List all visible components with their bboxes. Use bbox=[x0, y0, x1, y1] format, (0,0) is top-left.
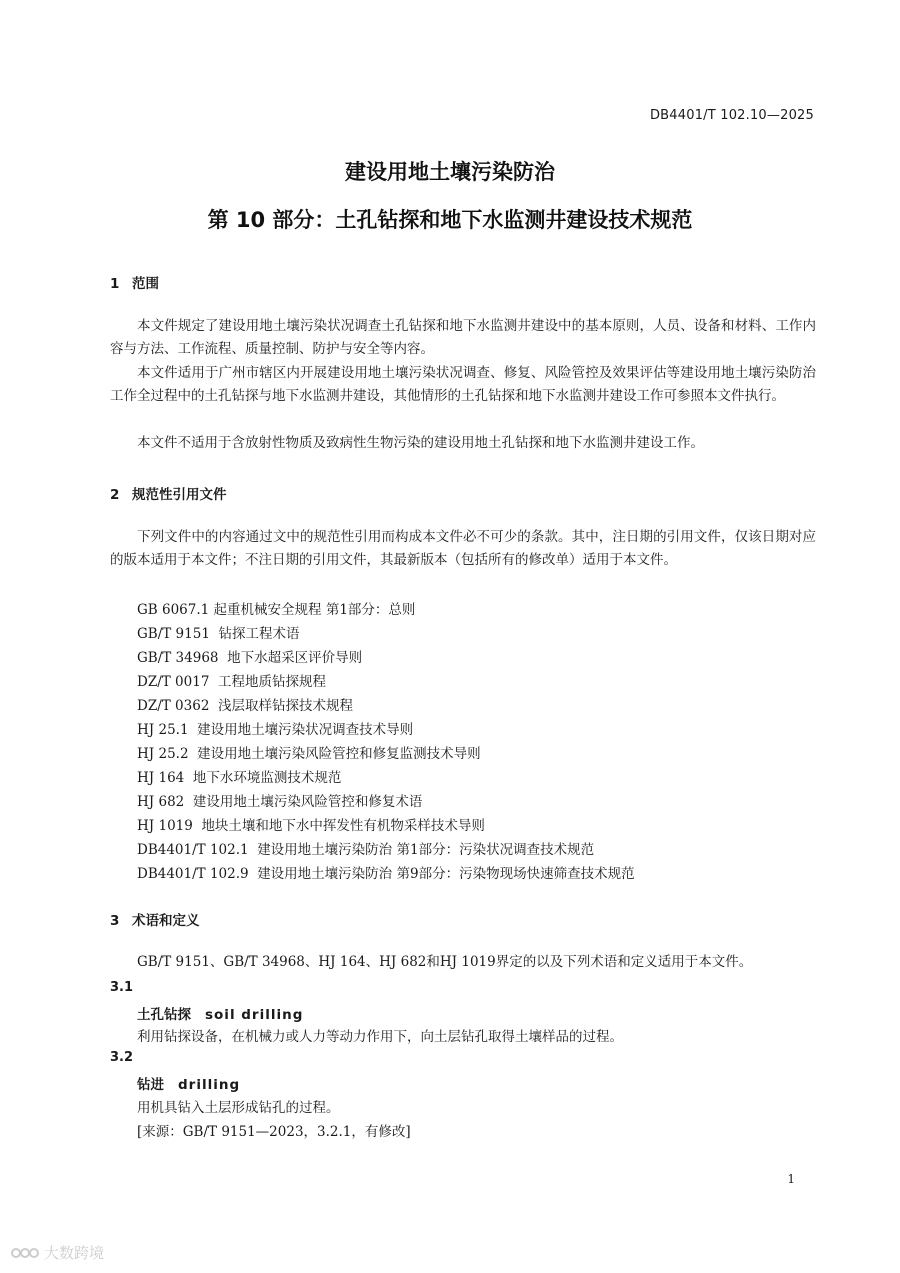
term-en: soil drilling bbox=[205, 1007, 304, 1023]
term-source: [来源：GB/T 9151—2023，3.2.1，有修改] bbox=[137, 1124, 411, 1140]
reference-title: 建设用地土壤污染防治 第1部分：污染状况调查技术规范 bbox=[257, 842, 595, 858]
reference-code: HJ 164 bbox=[137, 770, 185, 786]
section3-heading bbox=[110, 909, 200, 929]
term-en: drilling bbox=[178, 1077, 241, 1093]
reference-code: HJ 25.2 bbox=[137, 746, 189, 762]
page-number: 1 bbox=[787, 1172, 795, 1186]
reference-code: DB4401/T 102.1 bbox=[137, 842, 249, 858]
reference-title: 建设用地土壤污染风险管控和修复监测技术导则 bbox=[197, 746, 481, 762]
reference-title: 地块土壤和地下水中挥发性有机物采样技术导则 bbox=[201, 818, 485, 834]
watermark-logo-icon bbox=[10, 1244, 40, 1262]
title-line1: 建设用地土壤污染防治 bbox=[345, 160, 555, 184]
reference-item bbox=[137, 838, 594, 858]
reference-title: 建设用地土壤污染防治 第9部分：污染物现场快速筛查技术规范 bbox=[257, 866, 635, 882]
reference-code: HJ 1019 bbox=[137, 818, 193, 834]
term-zh: 钻进 bbox=[137, 1077, 164, 1093]
section-title: 术语和定义 bbox=[132, 913, 200, 929]
reference-code: DB4401/T 102.9 bbox=[137, 866, 249, 882]
section-title: 规范性引用文件 bbox=[132, 487, 227, 503]
section-number: 1 bbox=[110, 276, 120, 292]
doc-code: DB4401/T 102.10—2025 bbox=[649, 108, 814, 123]
reference-title: 地下水环境监测技术规范 bbox=[192, 770, 342, 786]
reference-title: 建设用地土壤污染风险管控和修复术语 bbox=[192, 794, 423, 810]
reference-code: GB/T 34968 bbox=[137, 650, 219, 666]
reference-item bbox=[137, 670, 326, 690]
reference-title: 建设用地土壤污染状况调查技术导则 bbox=[197, 722, 414, 738]
reference-item bbox=[137, 646, 362, 666]
section-number: 2 bbox=[110, 487, 120, 503]
reference-code: DZ/T 0017 bbox=[137, 674, 210, 690]
title-line2: 第 10 部分：土孔钻探和地下水监测井建设技术规范 bbox=[207, 208, 693, 232]
section1-heading bbox=[110, 272, 159, 292]
reference-item bbox=[137, 742, 481, 762]
term-heading bbox=[137, 1003, 303, 1023]
reference-code: HJ 682 bbox=[137, 794, 185, 810]
reference-item bbox=[137, 814, 485, 834]
section1-paragraph: 本文件规定了建设用地土壤污染状况调查土孔钻探和地下水监测井建设中的基本原则，人员、设备和材料、工作内容与方法、工作流程、质量控制、防护与安全等内容。 bbox=[110, 318, 816, 357]
section3-intro: GB/T 9151、GB/T 34968、HJ 164、HJ 682和HJ 1019界定的以及下列术语和定义适用于本文件。 bbox=[137, 954, 753, 970]
reference-item bbox=[137, 598, 415, 618]
reference-title: 起重机械安全规程 第1部分：总则 bbox=[213, 602, 416, 618]
section1-paragraph: 本文件不适用于含放射性物质及致病性生物污染的建设用地土孔钻探和地下水监测井建设工作。 bbox=[137, 435, 704, 451]
reference-code: HJ 25.1 bbox=[137, 722, 189, 738]
reference-item bbox=[137, 694, 353, 714]
section2-heading bbox=[110, 483, 227, 503]
reference-item bbox=[137, 766, 341, 786]
section1-paragraph: 本文件适用于广州市辖区内开展建设用地土壤污染状况调查、修复、风险管控及效果评估等建设用地土壤污染防治工作全过程中的土孔钻探与地下水监测井建设，其他情形的土孔钻探和地下水监测井建设工作可参照本文件执行。 bbox=[110, 365, 816, 404]
reference-item bbox=[137, 790, 422, 810]
section2-intro: 下列文件中的内容通过文中的规范性引用而构成本文件必不可少的条款。其中，注日期的引用文件，仅该日期对应的版本适用于本文件；不注日期的引用文件，其最新版本（包括所有的修改单）适用于本文件。 bbox=[110, 529, 816, 568]
reference-code: DZ/T 0362 bbox=[137, 698, 210, 714]
watermark-text: 大数跨境 bbox=[44, 1244, 105, 1262]
reference-code: GB 6067.1 bbox=[137, 602, 210, 618]
term-number: 3.1 bbox=[110, 980, 134, 995]
term-number: 3.2 bbox=[110, 1050, 134, 1065]
watermark bbox=[10, 1242, 104, 1263]
term-zh: 土孔钻探 bbox=[137, 1007, 191, 1023]
section-number: 3 bbox=[110, 913, 120, 929]
reference-item bbox=[137, 862, 635, 882]
term-definition: 利用钻探设备，在机械力或人力等动力作用下，向土层钻孔取得土壤样品的过程。 bbox=[137, 1029, 623, 1045]
reference-title: 浅层取样钻探技术规程 bbox=[218, 698, 353, 714]
section-title: 范围 bbox=[132, 276, 159, 292]
term-heading bbox=[137, 1073, 240, 1093]
reference-title: 工程地质钻探规程 bbox=[218, 674, 326, 690]
reference-title: 钻探工程术语 bbox=[218, 626, 300, 642]
reference-item bbox=[137, 718, 413, 738]
reference-item bbox=[137, 622, 300, 642]
reference-code: GB/T 9151 bbox=[137, 626, 210, 642]
term-definition: 用机具钻入土层形成钻孔的过程。 bbox=[137, 1100, 340, 1116]
reference-title: 地下水超采区评价导则 bbox=[227, 650, 363, 666]
